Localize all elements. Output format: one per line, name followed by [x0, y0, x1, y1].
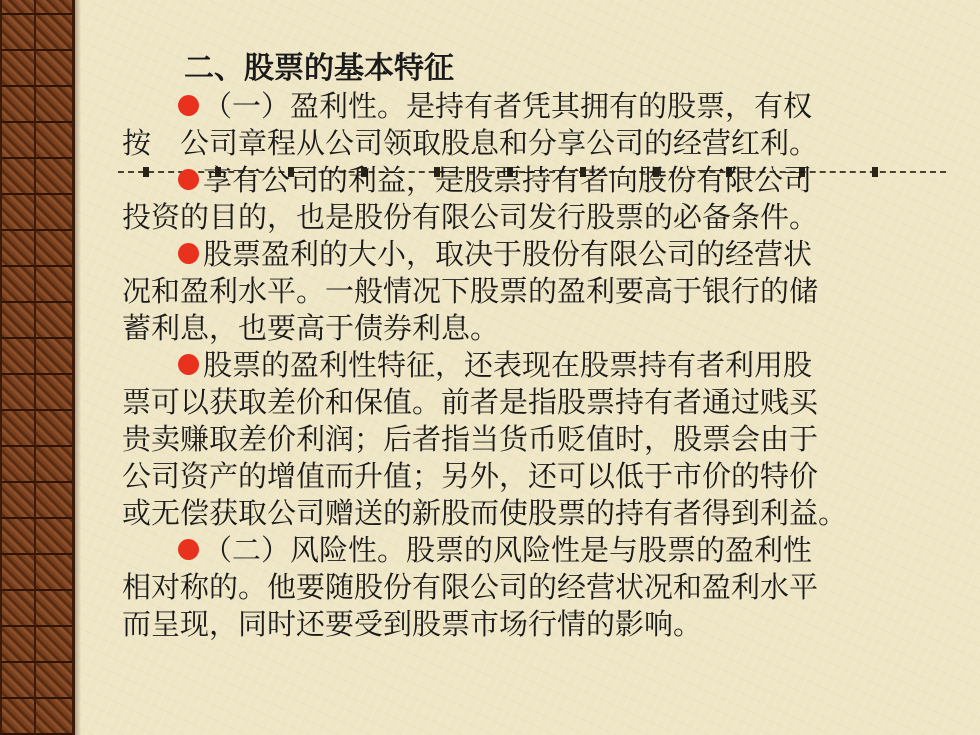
paragraph-price-difference: [122, 347, 922, 532]
bullet-icon: [178, 539, 199, 560]
paragraph-line: 股票的盈利性特征，还表现在股票持有者利用股: [203, 348, 813, 382]
paragraph-line: 按 公司章程从公司领取股息和分享公司的经营红利。: [122, 126, 819, 160]
paragraph-line: 而呈现，同时还要受到股票市场行情的影响。: [122, 607, 703, 641]
slide-content: [122, 50, 922, 643]
paragraph-line: （一）盈利性。是持有者凭其拥有的股票，有权: [203, 89, 813, 123]
paragraph-line: 相对称的。他要随股份有限公司的经营状况和盈利水平: [122, 570, 819, 604]
paragraph-line: 蓄利息，也要高于债券利息。: [122, 311, 500, 345]
paragraph-line: 贵卖赚取差价利润；后者指当货币贬值时，股票会由于: [122, 422, 819, 456]
slide-title: 二、股票的基本特征: [184, 51, 454, 86]
bullet-icon: [178, 95, 199, 116]
decorative-left-strip: [0, 0, 75, 735]
paragraph-interest: [122, 162, 922, 236]
paragraph-profit-size: [122, 236, 922, 347]
paragraph-line: 况和盈利水平。一般情况下股票的盈利要高于银行的储: [122, 274, 819, 308]
paragraph-line: 投资的目的，也是股份有限公司发行股票的必备条件。: [122, 200, 819, 234]
paragraph-profitability: [122, 88, 922, 162]
bullet-icon: [178, 243, 199, 264]
paragraph-risk: [122, 532, 922, 643]
paragraph-line: 公司资产的增值而升值；另外，还可以低于市价的特价: [122, 459, 819, 493]
paragraph-line: 票可以获取差价和保值。前者是指股票持有者通过贱买: [122, 385, 819, 419]
paragraph-line: 或无偿获取公司赠送的新股而使股票的持有者得到利益。: [122, 496, 848, 530]
strip-shadow: [75, 0, 81, 735]
paragraph-line: （二）风险性。股票的风险性是与股票的盈利性: [203, 533, 813, 567]
bullet-icon: [178, 354, 199, 375]
bullet-icon: [178, 169, 199, 190]
paragraph-line: 享有公司的利益，是股票持有者向股份有限公司: [203, 163, 813, 197]
paragraph-line: 股票盈利的大小，取决于股份有限公司的经营状: [203, 237, 813, 271]
